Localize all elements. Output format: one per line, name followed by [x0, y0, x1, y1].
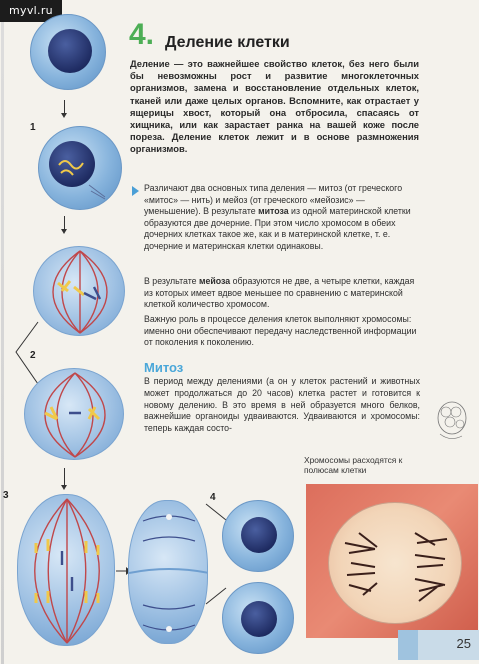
paragraph-2-before: В результате — [144, 276, 199, 286]
micrograph-photo — [306, 484, 478, 638]
paragraph-1-before: Различают два основных типа деления — митоз (от греческого «митос» — нить) и мейоз (от греческого «мейозис» — уменьшение). В результате — [144, 183, 403, 217]
stage-label-3: 3 — [3, 490, 9, 501]
cell-nucleus — [241, 601, 277, 637]
cell-prophase — [38, 126, 122, 210]
stage-label-2: 2 — [30, 350, 36, 361]
page-number: 25 — [456, 636, 471, 651]
cell-telophase — [17, 494, 115, 646]
chapter-title: Деление клетки — [165, 34, 290, 51]
photo-caption: Хромосомы расходятся к полюсам клетки — [304, 455, 403, 475]
cell-nucleus — [48, 29, 92, 73]
chromosomes-dividing — [329, 503, 463, 625]
section-title: Митоз — [144, 360, 184, 375]
page-footer-accent — [398, 630, 418, 660]
micrograph-cell — [328, 502, 462, 624]
chapter-number: 4. — [129, 18, 155, 51]
paragraph-meiosis — [144, 276, 420, 311]
chromosome-threads — [39, 127, 123, 211]
stage-label-1: 1 — [30, 122, 36, 133]
chromosome-sketch — [432, 398, 476, 448]
spindle-fibers — [18, 495, 115, 646]
spindle-fibers — [25, 369, 124, 460]
cell-nucleus — [241, 517, 277, 553]
stage-arrow — [64, 100, 65, 114]
stage-arrow — [64, 468, 65, 486]
stage-arrow — [64, 216, 65, 230]
page-edge — [1, 0, 4, 664]
stage-label-4: 4 — [210, 492, 216, 503]
mitosis-paragraph: В период между делениями (а он у клеток растений и животных может продолжаться до 20 часов) клетка растет и готовится к новому делению. В это время в ней образуется много белков, важнейшие органоиды удваиваются. Удваиваются и хромосомы: теперь каждая состо- — [144, 376, 420, 434]
cell-interphase — [30, 14, 106, 90]
paragraph-chromosomes: Важную роль в процессе деления клеток выполняют хромосомы: именно они обеспечивают передачу наследственной информации от поколения к поколению. — [144, 314, 417, 348]
bullet-arrow-icon — [132, 186, 139, 196]
term-meiosis: мейоза — [198, 276, 231, 286]
dividing-cell-lines — [129, 501, 208, 644]
intro-paragraph: Деление — это важнейшее свойство клеток, без него были бы невозможны рост и развитие многоклеточных организмов, замена и восстановление отдельных клеток, тканей или даже целых органов. Вспомните, как отрастает у ящерицы хвост, который она отбросила, спасаясь от хищника, или как зарастает ранка на вашей коже после пореза. Деление клеток лежит и в основе размножения организмов. — [130, 58, 419, 155]
paragraph-1-after: из одной материнской клетки образуются две дочерние. При этом число хромосом в обеих дочерних клетках такое же, как и в материнской клетке, т. е. дочерние и материнская клетки одинаковы. — [144, 206, 411, 251]
cell-anaphase — [24, 368, 124, 460]
term-mitosis: митоза — [258, 206, 289, 217]
spindle-fibers — [34, 247, 125, 336]
daughter-cell-bottom — [222, 582, 294, 654]
paragraph-2-after: образуются не две, а четыре клетки, каждая из которых имеет вдвое меньшее по сравнению с материнской клеткой количество хромосом. — [144, 276, 415, 310]
daughter-cell-top — [222, 500, 294, 572]
watermark: myvl.ru — [0, 0, 62, 22]
cell-metaphase — [33, 246, 125, 336]
paragraph-mitosis-meiosis — [144, 183, 420, 253]
cell-cytokinesis — [128, 500, 208, 644]
